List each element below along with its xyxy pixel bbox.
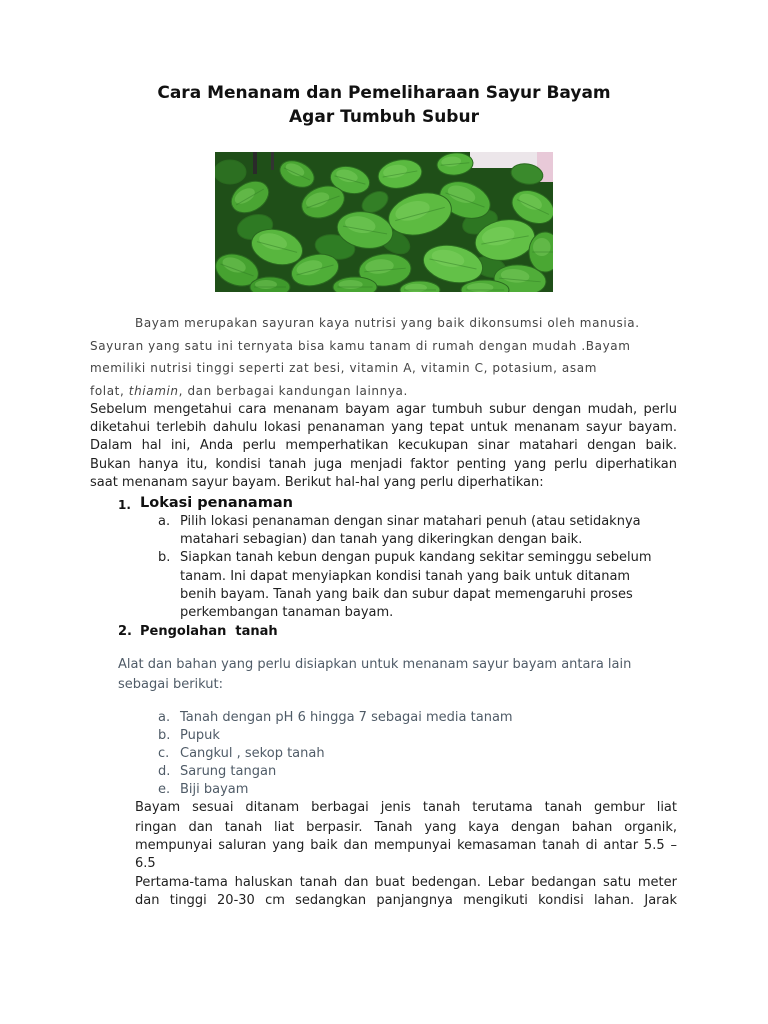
spinach-photo <box>215 152 553 292</box>
photo-window-frame <box>271 152 274 170</box>
list-marker: b. <box>158 728 171 743</box>
list-marker: e. <box>158 782 171 797</box>
intro-line: Sayuran yang satu ini ternyata bisa kamu tanam di rumah dengan mudah .Bayam <box>90 339 631 353</box>
leaf-highlight <box>255 280 277 289</box>
leaf-highlight <box>467 283 493 292</box>
overview-line: diketahui terlebih dahulu lokasi penanaman yang tepat untuk menanam sayur bayam. <box>90 420 677 435</box>
list-item-line: matahari sebagian) dan tanah yang dikeringkan dengan baik. <box>180 532 583 547</box>
leaf-highlight <box>533 238 551 256</box>
intro-text: folat, <box>90 384 129 398</box>
material-item: Sarung tangan <box>180 764 277 779</box>
section-1-number: 1. <box>118 498 131 512</box>
list-item-line: Siapkan tanah kebun dengan pupuk kandang sekitar seminggu sebelum <box>180 550 652 565</box>
list-item-line: perkembangan tanaman bayam. <box>180 605 394 620</box>
overview-line: saat menanam sayur bayam. Berikut hal-hal yang perlu diperhatikan: <box>90 475 544 490</box>
list-item-line: Pilih lokasi penanaman dengan sinar matahari penuh (atau setidaknya <box>180 514 641 529</box>
soil-paragraph-line: ringan dan tanah liat berpasir. Tanah yang kaya dengan bahan organik, <box>135 820 677 835</box>
intro-text: , dan berbagai kandungan lainnya. <box>178 384 408 398</box>
material-item: Biji bayam <box>180 782 249 797</box>
materials-intro-line: Alat dan bahan yang perlu disiapkan untuk menanam sayur bayam antara lain <box>118 657 632 672</box>
prep-paragraph-line: dan tinggi 20-30 cm sedangkan panjangnya mengikuti kondisi lahan. Jarak <box>135 893 677 908</box>
intro-italic-term: thiamin <box>128 384 179 398</box>
list-marker: b. <box>158 550 171 565</box>
soil-paragraph-line: 6.5 <box>135 856 156 871</box>
overview-line: Dalam hal ini, Anda perlu memperhatikan kecukupan sinar matahari dengan baik. <box>90 438 677 453</box>
intro-line <box>90 383 408 399</box>
prep-paragraph-line: Pertama-tama haluskan tanah dan buat bedengan. Lebar bedangan satu meter <box>135 875 677 890</box>
list-item-line: tanam. Ini dapat menyiapkan kondisi tanah yang baik untuk ditanam <box>180 569 631 584</box>
overview-line: Bukan hanya itu, kondisi tanah juga menjadi faktor penting yang perlu diperhatikan <box>90 457 677 472</box>
list-marker: a. <box>158 514 171 529</box>
section-2-number: 2. <box>118 624 132 639</box>
list-marker: c. <box>158 746 170 761</box>
list-marker: d. <box>158 764 171 779</box>
section-1-heading: Lokasi penanaman <box>140 495 293 511</box>
section-2-heading: Pengolahan tanah <box>140 624 278 639</box>
intro-line: memiliki nutrisi tinggi seperti zat besi, vitamin A, vitamin C, potasium, asam <box>90 361 597 375</box>
list-marker: a. <box>158 710 171 725</box>
materials-intro-line: sebagai berikut: <box>118 677 224 692</box>
intro-line: Bayam merupakan sayuran kaya nutrisi yang baik dikonsumsi oleh manusia. <box>135 316 640 330</box>
photo-window-frame <box>253 152 257 174</box>
page-title-line-1: Cara Menanam dan Pemeliharaan Sayur Bayam <box>157 83 611 103</box>
overview-line: Sebelum mengetahui cara menanam bayam agar tumbuh subur dengan mudah, perlu <box>90 402 677 417</box>
page-title-line-2: Agar Tumbuh Subur <box>289 107 479 127</box>
spinach-leaf <box>215 160 246 184</box>
leaf-highlight <box>405 284 427 292</box>
leaf-highlight <box>339 280 363 289</box>
material-item: Tanah dengan pH 6 hingga 7 sebagai media tanam <box>180 710 513 725</box>
list-item-line: benih bayam. Tanah yang baik dan subur dapat memengaruhi proses <box>180 587 633 602</box>
material-item: Pupuk <box>180 728 220 743</box>
soil-paragraph-line: Bayam sesuai ditanam berbagai jenis tanah terutama tanah gembur liat <box>135 800 677 815</box>
material-item: Cangkul , sekop tanah <box>180 746 325 761</box>
soil-paragraph-line: mempunyai saluran yang baik dan mempunyai kemasaman tanah di antar 5.5 – <box>135 838 677 853</box>
